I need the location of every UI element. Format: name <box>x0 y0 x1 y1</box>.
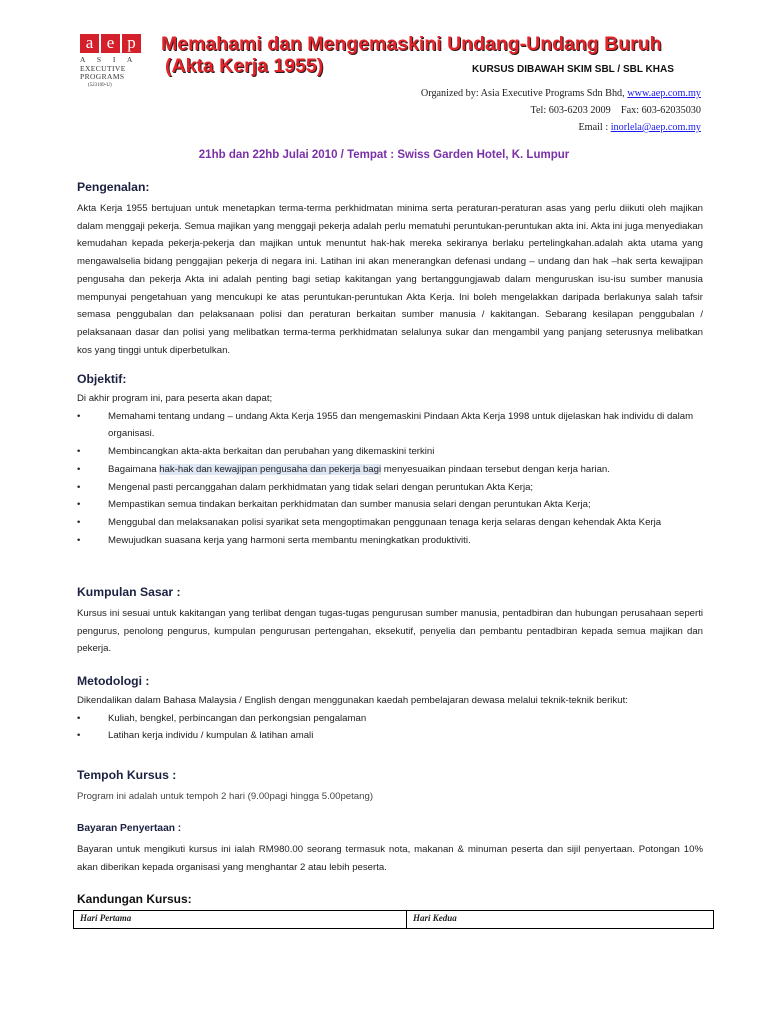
objektif-item3-highlight: hak-hak dan kewajipan pengusaha dan pekerja bagi <box>159 463 382 475</box>
email-label: Email : <box>578 122 611 133</box>
metodologi-intro: Dikendalikan dalam Bahasa Malaysia / English dengan menggunakan kaedah pembelajaran dewasa melalui teknik-teknik berikut: <box>77 695 628 706</box>
logo-reg-number: (523109-U) <box>88 82 112 88</box>
logo-subtitle <box>80 56 144 90</box>
date-venue-line: 21hb dan 22hb Julai 2010 / Tempat : Swiss Garden Hotel, K. Lumpur <box>198 149 570 161</box>
table-header-hari-kedua: Hari Kedua <box>413 913 457 923</box>
objektif-item3-start: Bagaimana <box>108 463 160 475</box>
objektif-item3-end: menyesuaikan pindaan tersebut dengan kerja harian. <box>381 463 610 475</box>
organized-by-line <box>421 85 701 102</box>
objektif-item: • Menggubal dan melaksanakan polisi syarikat seta mengoptimakan penggunaan tenaga kerja selaras dengan kehendak Akta Kerja <box>77 514 703 532</box>
objektif-list <box>77 408 703 550</box>
objektif-item: • Mengenal pasti percanggahan dalam perkhidmatan yang tidak selari dengan peruntukan Akta Kerja; <box>77 479 703 497</box>
logo-letter-e: e <box>101 34 120 53</box>
logo-line-executive: EXECUTIVE <box>80 63 126 73</box>
email-link[interactable]: inorlela@aep.com.my <box>610 122 701 133</box>
organized-by-text: Organized by: Asia Executive Programs Sdn Bhd, <box>420 88 628 99</box>
kandungan-table <box>73 910 714 929</box>
objektif-item: • Mempastikan semua tindakan berkaitan perkhidmatan dan sumber manusia selari dengan peruntukan Akta Kerja; <box>77 496 703 514</box>
email-line <box>421 119 701 136</box>
fax-text: Fax: 603-62035030 <box>620 105 701 116</box>
objektif-item: • Mewujudkan suasana kerja yang harmoni serta membantu meningkatkan produktiviti. <box>77 532 703 550</box>
objektif-item <box>77 461 703 479</box>
aep-logo <box>80 34 144 94</box>
objektif-heading: Objektif: <box>77 372 127 386</box>
objektif-item: • Memahami tentang undang – undang Akta Kerja 1955 dan mengemaskini Pindaan Akta Kerja 1998 untuk dijelaskan hak individu di dalam organisasi. <box>77 408 703 443</box>
page-title-line2: (Akta Kerja 1955) <box>165 55 324 77</box>
bayaran-heading: Bayaran Penyertaan : <box>77 823 182 834</box>
section-objektif <box>77 372 703 549</box>
metodologi-item: • Kuliah, bengkel, perbincangan dan perkongsian pengalaman <box>77 710 703 728</box>
pengenalan-text: Akta Kerja 1955 bertujuan untuk menetapkan terma-terma perkhidmatan minima serta peraturan-peraturan asas yang perlu diikuti oleh majikan dalam menggaji pekerja. Semua majikan yang menggaji pekerja adalah perlu mematuhi peruntukan-peruntukan akta ini. Akta ini juga menyediakan kemudahan kepada pekerja-pekerja dan majikan untuk menuntut hak-hak mereka sekiranya berlaku pertelingkahan.adalah akta utama yang mengawalselia bidang penggajian pekerja di negara ini. Latihan ini akan menerangkan defenasi undang – undang dan hak –hak serta kewajipan pengusaha dan pekerja Akta ini adalah penting bagi setiap kakitangan yang bertanggungjawab dalam menguruskan isu-isu sumber manusia mempunyai pengetahuan yang mencukupi ke atas peruntukan-peruntukan Akta Kerja. Ini boleh mengelakkan daripada berlakunya salah tafsir semasa penggubalan dan pelaksanaan polisi dan peraturan berkaitan sumber manusia / kakitangan. Sebarang kesilapan penggubalan / pelaksanaan dasar dan polisi yang melibatkan terma-terma perkhidmatan selalunya sukar dan mengambil yang panjang seterusnya melibatkan kos yang tinggi untuk diperbetulkan. <box>77 203 703 356</box>
page-title-line1: Memahami dan Mengemaskini Undang-Undang Buruh <box>161 33 662 55</box>
kumpulan-text: Kursus ini sesuai untuk kakitangan yang terlibat dengan tugas-tugas pengurusan sumber manusia, pentadbiran dan hubungan perusahaan seperti pengurus, penolong pengurus, kumpulan pengurusan pertengahan, eksekutif, penyelia dan pembantu pentadbiran kepada semua majikan dan pekerja. <box>77 608 703 655</box>
logo-letter-p: p <box>122 34 141 53</box>
tempoh-heading: Tempoh Kursus : <box>77 768 177 782</box>
metodologi-list <box>77 710 703 745</box>
section-bayaran <box>77 823 703 876</box>
bayaran-text: Bayaran untuk mengikuti kursus ini ialah RM980.00 seorang termasuk nota, makanan & minuman peserta dan sijil penyertaan. Potongan 10% akan diberikan kepada organisasi yang menghantar 2 atau lebih peserta. <box>77 844 703 873</box>
logo-letter-a: a <box>80 34 99 53</box>
phone-fax-line <box>421 102 701 119</box>
tel-text: Tel: 603-6203 2009 <box>530 105 611 116</box>
metodologi-item: • Latihan kerja individu / kumpulan & latihan amali <box>77 727 703 745</box>
tempoh-text: Program ini adalah untuk tempoh 2 hari (9.00pagi hingga 5.00petang) <box>77 791 374 802</box>
pengenalan-heading: Pengenalan: <box>77 180 150 194</box>
section-tempoh <box>77 768 703 806</box>
metodologi-heading: Metodologi : <box>77 674 150 688</box>
objektif-intro: Di akhir program ini, para peserta akan dapat; <box>77 393 273 404</box>
section-kumpulan-sasar <box>77 585 703 658</box>
logo-line-asia: A S I A <box>80 55 138 64</box>
table-header-hari-pertama: Hari Pertama <box>74 911 407 928</box>
logo-line-programs: PROGRAMS <box>80 72 125 81</box>
course-scheme-label: KURSUS DIBAWAH SKIM SBL / SBL KHAS <box>472 64 674 75</box>
section-pengenalan <box>77 180 703 359</box>
website-link[interactable]: www.aep.com.my <box>627 88 701 99</box>
kandungan-heading: Kandungan Kursus: <box>77 892 192 906</box>
kumpulan-heading: Kumpulan Sasar : <box>77 585 181 599</box>
organizer-contact <box>421 85 701 136</box>
section-metodologi <box>77 674 703 745</box>
objektif-item: • Membincangkan akta-akta berkaitan dan perubahan yang dikemaskini terkini <box>77 443 703 461</box>
